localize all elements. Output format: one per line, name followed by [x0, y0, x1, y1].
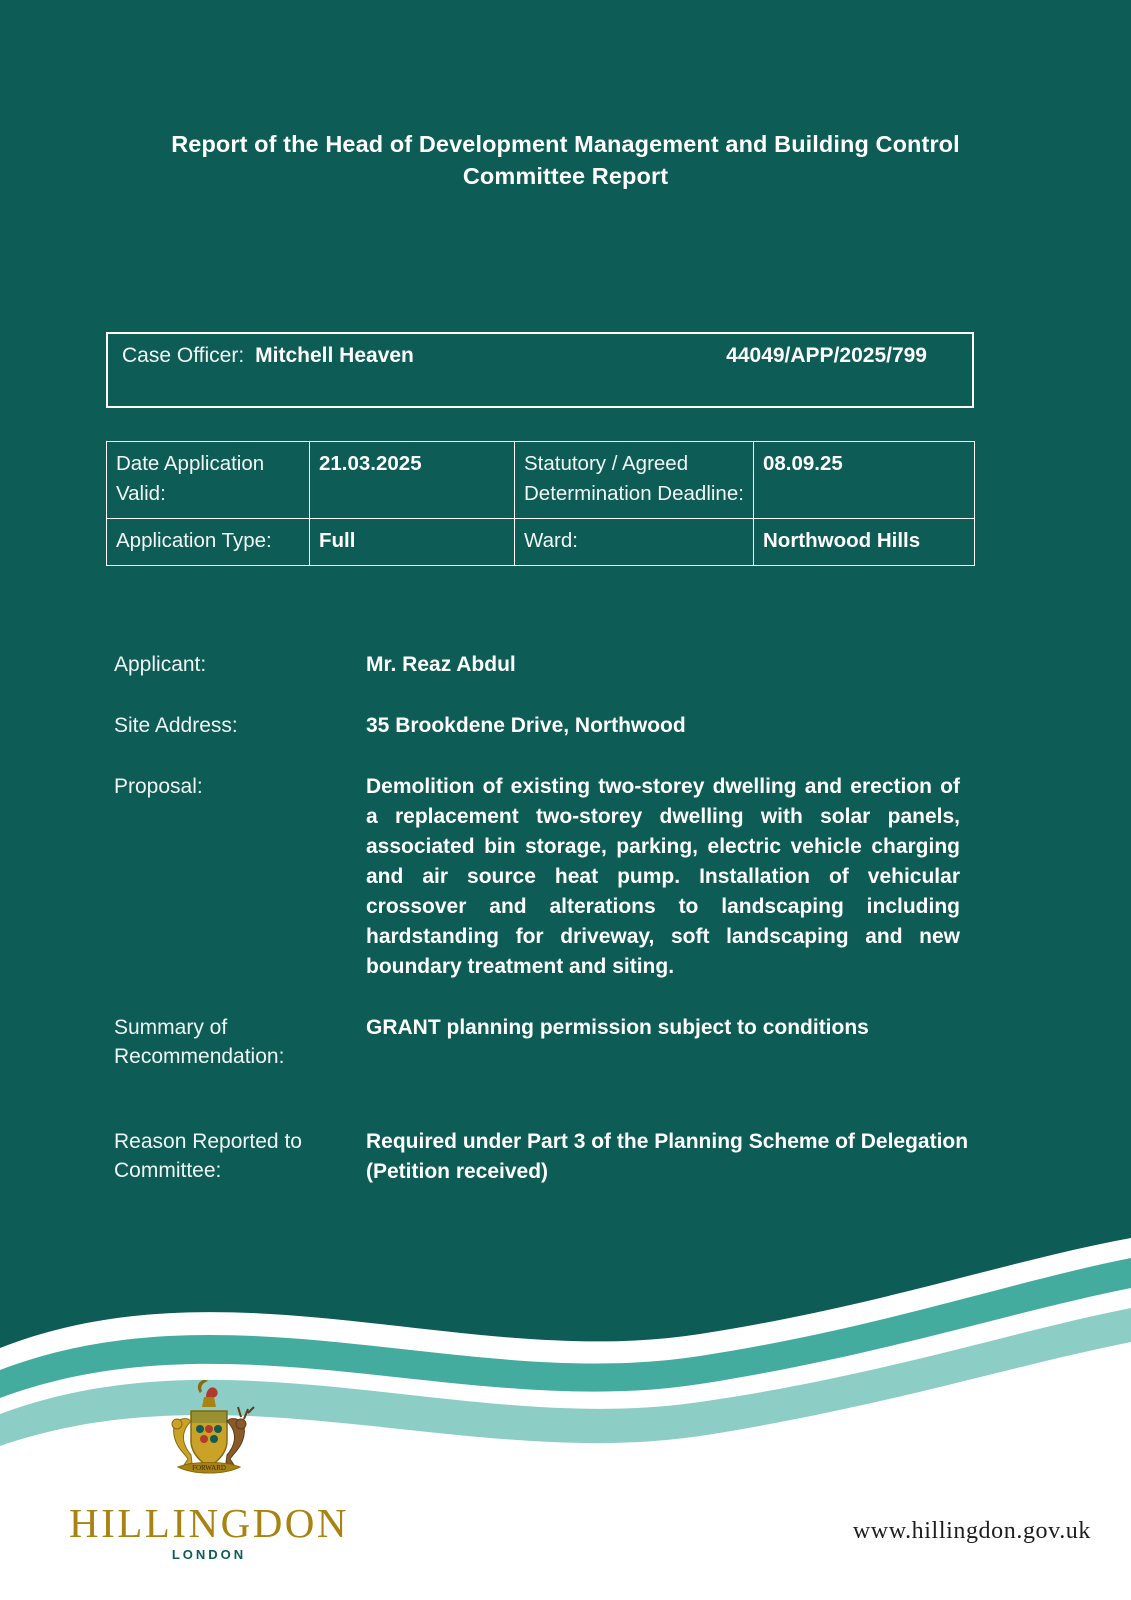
field-proposal-label: Proposal:: [114, 775, 203, 798]
field-site-address-label: Site Address:: [114, 714, 238, 737]
field-reason-reported-value: Required under Part 3 of the Planning Scheme of Delegation (Petition received): [366, 1130, 969, 1183]
coat-of-arms-icon: [144, 1367, 274, 1499]
page-title: [0, 128, 1131, 192]
table-row: [107, 519, 975, 566]
field-applicant-value: Mr. Reaz Abdul: [366, 653, 516, 676]
field-site-address-value: 35 Brookdene Drive, Northwood: [366, 714, 686, 737]
field-proposal: [114, 772, 984, 982]
case-officer-box: [106, 332, 974, 408]
date-application-valid-label: Date Application Valid:: [107, 442, 310, 519]
determination-deadline-value: 08.09.25: [754, 442, 975, 519]
ward-label: Ward:: [515, 519, 754, 566]
ward-value: Northwood Hills: [754, 519, 975, 566]
field-reason-reported-label: Reason Reported to Committee:: [114, 1130, 302, 1182]
field-summary-recommendation-value: GRANT planning permission subject to conditions: [366, 1016, 869, 1039]
application-type-label: Application Type:: [107, 519, 310, 566]
field-summary-recommendation-label: Summary of Recommendation:: [114, 1016, 285, 1068]
svg-text:FORWARD: FORWARD: [192, 1464, 226, 1472]
field-site-address: [114, 711, 984, 741]
table-row: [107, 442, 975, 519]
case-officer-label: Case Officer:: [122, 344, 245, 367]
date-application-valid-value: 21.03.2025: [310, 442, 515, 519]
field-applicant-label: Applicant:: [114, 653, 207, 676]
logo-subtitle: LONDON: [171, 1547, 247, 1562]
footer-website-url[interactable]: www.hillingdon.gov.uk: [852, 1518, 1091, 1544]
logo-wordmark: HILLINGDON: [68, 1500, 350, 1546]
determination-deadline-label: Statutory / Agreed Determination Deadline:: [515, 442, 754, 519]
page-title-line-1: Report of the Head of Development Management and Building Control: [171, 131, 960, 157]
application-fields: [114, 650, 984, 1218]
application-details-table: [106, 441, 975, 566]
field-applicant: [114, 650, 984, 680]
application-reference: 44049/APP/2025/799: [726, 344, 927, 367]
field-reason-reported: [114, 1127, 984, 1187]
case-officer-name: Mitchell Heaven: [255, 344, 414, 367]
field-summary-recommendation: [114, 1013, 984, 1071]
application-type-value: Full: [310, 519, 515, 566]
field-proposal-value: Demolition of existing two-storey dwelling and erection of a replacement two-storey dwelling with solar panels, associated bin storage, parking, electric vehicle charging and air source heat pump. Installation of vehicular crossover and alterations to landscaping including hardstanding for driveway, soft landscaping and new boundary treatment and siting.: [366, 775, 960, 978]
page-title-line-2: Committee Report: [462, 163, 669, 189]
hillingdon-logo: [24, 1367, 394, 1562]
